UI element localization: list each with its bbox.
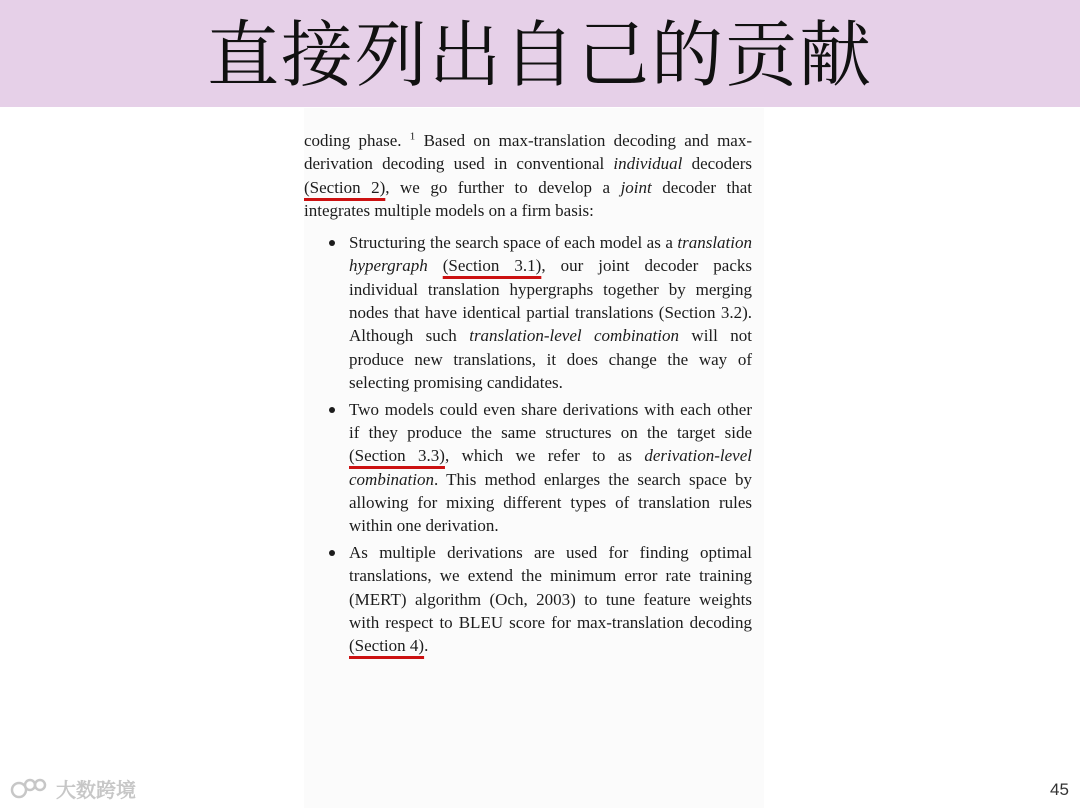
text-run — [428, 256, 443, 275]
slide-title: 直接列出自己的贡献 — [206, 13, 873, 97]
text-run: . — [424, 636, 429, 656]
text-run: Based on max-translation decoding and max-derivation decoding used in conventional — [304, 131, 752, 174]
watermark-text: 大数跨境 — [56, 777, 136, 802]
text-run: Structuring the search space of each model as a — [349, 233, 678, 253]
italic-term: derivation-level combination — [349, 446, 752, 489]
bullet-icon — [329, 240, 335, 246]
watermark — [10, 774, 136, 802]
italic-term: translation hypergraph — [349, 233, 752, 276]
title-bar — [0, 0, 1080, 107]
text-run: , our joint decoder packs individual translation hypergraphs together by merging nodes that have identical partial translations (Section 3.2). Although such — [349, 256, 752, 346]
text-run: Two models could even share derivations with each other if they produce the same structures on the target side — [349, 399, 752, 443]
italic-term: translation-level combination — [469, 326, 679, 346]
text-run: , we go further to develop a — [385, 177, 621, 197]
underlined-section-ref: (Section 3.3) — [349, 446, 445, 466]
footnote-marker: 1 — [409, 130, 416, 143]
contribution-item — [304, 398, 752, 538]
italic-term: individual — [613, 154, 683, 174]
underlined-section-ref: (Section 2) — [304, 177, 386, 197]
underlined-section-ref: (Section 3.1) — [442, 256, 542, 276]
intro-paragraph — [304, 129, 752, 222]
paper-text — [304, 129, 752, 661]
text-run: decoders — [682, 154, 752, 174]
text-run: , which we refer to as — [444, 446, 645, 466]
text-run: . This method enlarges the search space by allowing for mixing different types of translation rules within one derivation. — [349, 469, 752, 536]
intro-text — [304, 129, 752, 222]
text-run: decoder that integrates multiple models on a firm basis: — [304, 177, 752, 220]
contribution-item — [304, 231, 752, 394]
contribution-list — [304, 231, 752, 657]
underlined-section-ref: (Section 4) — [349, 636, 425, 656]
bullet-icon — [329, 550, 335, 556]
page-number: 45 — [1050, 780, 1069, 799]
text-run: coding phase. — [304, 131, 410, 150]
contribution-item — [304, 541, 752, 657]
watermark-logo-icon — [10, 775, 50, 801]
text-run: will not produce new translations, it does change the way of selecting promising candidates. — [349, 326, 753, 392]
bullet-icon — [329, 407, 335, 413]
text-run: As multiple derivations are used for finding optimal translations, we extend the minimum error rate training (MERT) algorithm (Och, 2003) to tune feature weights with respect to BLEU score for max-translation decoding — [349, 543, 752, 632]
italic-term: joint — [620, 177, 652, 197]
